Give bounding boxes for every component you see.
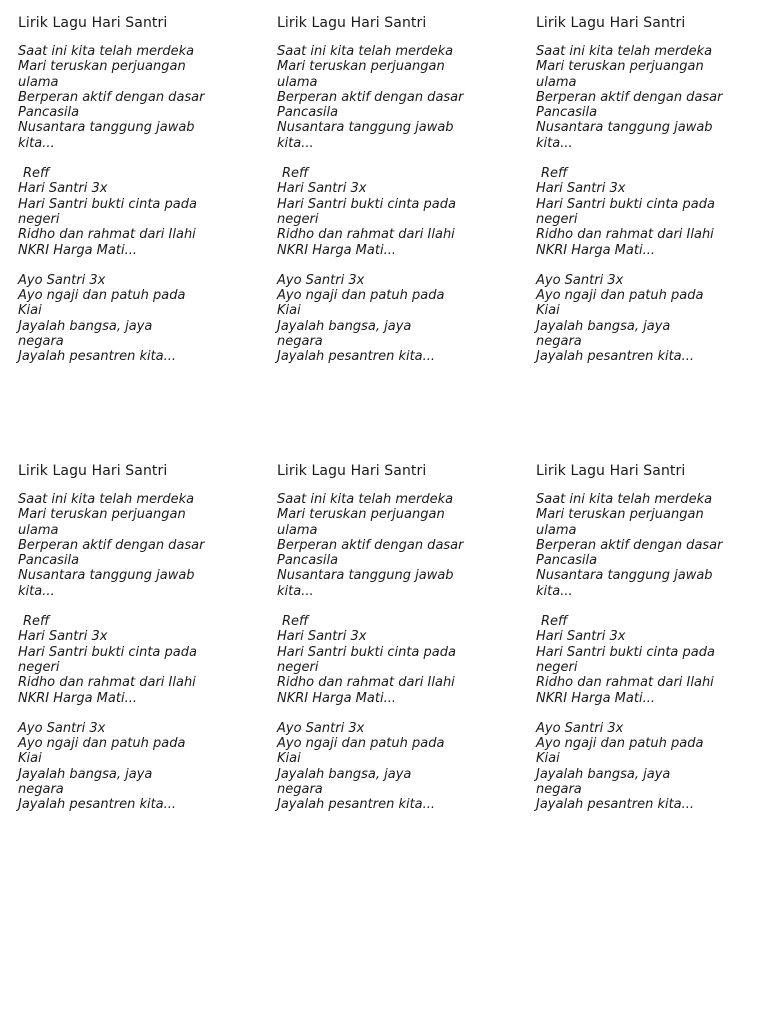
lyrics-card	[536, 15, 768, 365]
lyric-line: Mari teruskan perjuangan	[18, 507, 186, 523]
lyric-line: Ayo Santri 3x	[18, 272, 106, 288]
lyric-line: Hari Santri bukti cinta pada	[536, 644, 715, 660]
lyric-line: Ayo ngaji dan patuh pada	[536, 288, 704, 304]
lyric-line: Jayalah bangsa, jaya	[536, 766, 671, 782]
reff-label: Reff	[23, 614, 50, 630]
lyric-line: Jayalah bangsa, jaya	[536, 318, 671, 334]
verse-1	[18, 492, 254, 599]
lyric-line: kita...	[536, 135, 573, 151]
lyric-line: ulama	[18, 522, 59, 538]
lyric-line: Berperan aktif dengan dasar	[277, 537, 464, 553]
lyric-line: Jayalah bangsa, jaya	[277, 318, 412, 334]
lyric-line: Ayo Santri 3x	[536, 720, 624, 736]
lyric-line: Hari Santri 3x	[536, 181, 626, 197]
lyric-line: Mari teruskan perjuangan	[536, 59, 704, 75]
lyric-line: Hari Santri bukti cinta pada	[277, 644, 456, 660]
lyric-line: NKRI Harga Mati...	[18, 690, 137, 706]
lyric-line: kita...	[18, 583, 55, 599]
lyric-line: kita...	[277, 135, 314, 151]
lyrics-card	[18, 15, 254, 365]
lyric-line: Jayalah pesantren kita...	[536, 349, 695, 365]
verse-2	[18, 721, 254, 813]
lyric-line: negara	[18, 334, 64, 350]
verse-2	[277, 273, 513, 365]
lyric-line: Kiai	[536, 751, 560, 767]
card-title: Lirik Lagu Hari Santri	[277, 15, 427, 31]
lyric-line: Ayo ngaji dan patuh pada	[277, 736, 445, 752]
lyric-line: Ayo ngaji dan patuh pada	[18, 736, 186, 752]
chorus	[536, 614, 768, 706]
lyric-line: kita...	[277, 583, 314, 599]
chorus	[277, 166, 513, 258]
card-title: Lirik Lagu Hari Santri	[277, 463, 427, 479]
lyric-line: Saat ini kita telah merdeka	[277, 492, 454, 507]
lyric-line: Jayalah bangsa, jaya	[277, 766, 412, 782]
lyric-line: negeri	[18, 659, 60, 675]
lyric-line: Berperan aktif dengan dasar	[536, 89, 723, 105]
chorus	[18, 614, 254, 706]
lyric-line: ulama	[277, 74, 318, 90]
lyric-line: Nusantara tanggung jawab	[277, 568, 454, 584]
card-title: Lirik Lagu Hari Santri	[536, 15, 686, 31]
lyric-line: Kiai	[536, 303, 560, 319]
lyric-line: negara	[536, 782, 582, 798]
lyric-line: Ayo Santri 3x	[277, 720, 365, 736]
lyric-line: NKRI Harga Mati...	[277, 242, 396, 258]
verse-1	[18, 44, 254, 151]
lyric-line: Jayalah pesantren kita...	[536, 797, 695, 813]
verse-2	[277, 721, 513, 813]
lyrics-card	[536, 463, 768, 813]
lyric-line: NKRI Harga Mati...	[536, 690, 655, 706]
lyric-line: Mari teruskan perjuangan	[277, 59, 445, 75]
lyric-line: Ayo Santri 3x	[18, 720, 106, 736]
lyric-line: Pancasila	[536, 553, 598, 569]
lyric-line: Hari Santri bukti cinta pada	[277, 196, 456, 212]
lyric-line: ulama	[536, 522, 577, 538]
verse-1	[536, 44, 768, 151]
lyric-line: Hari Santri 3x	[277, 181, 367, 197]
lyric-line: Jayalah bangsa, jaya	[18, 318, 153, 334]
lyric-line: Hari Santri bukti cinta pada	[536, 196, 715, 212]
lyric-line: negeri	[18, 211, 60, 227]
lyric-line: Jayalah pesantren kita...	[277, 349, 436, 365]
lyric-line: negeri	[536, 659, 578, 675]
reff-label: Reff	[541, 166, 568, 182]
lyric-line: Hari Santri bukti cinta pada	[18, 644, 197, 660]
lyric-line: Pancasila	[536, 105, 598, 121]
lyric-line: NKRI Harga Mati...	[536, 242, 655, 258]
verse-2	[536, 721, 768, 813]
lyric-line: Saat ini kita telah merdeka	[277, 44, 454, 59]
lyric-line: negeri	[277, 659, 319, 675]
lyric-line: Ayo Santri 3x	[277, 272, 365, 288]
card-title: Lirik Lagu Hari Santri	[18, 463, 168, 479]
reff-label: Reff	[541, 614, 568, 630]
lyric-line: Ridho dan rahmat dari Ilahi	[18, 675, 196, 691]
lyric-line: Nusantara tanggung jawab	[18, 120, 195, 136]
lyric-line: ulama	[536, 74, 577, 90]
verse-1	[277, 44, 513, 151]
lyric-line: negeri	[536, 211, 578, 227]
lyric-line: Pancasila	[277, 105, 339, 121]
chorus	[18, 166, 254, 258]
lyric-line: Hari Santri bukti cinta pada	[18, 196, 197, 212]
lyric-line: Berperan aktif dengan dasar	[18, 89, 205, 105]
lyric-line: negara	[277, 782, 323, 798]
lyrics-card	[277, 463, 513, 813]
lyric-line: kita...	[536, 583, 573, 599]
chorus	[536, 166, 768, 258]
lyric-line: Ayo Santri 3x	[536, 272, 624, 288]
verse-1	[277, 492, 513, 599]
lyric-line: negara	[277, 334, 323, 350]
lyric-line: negara	[18, 782, 64, 798]
verse-2	[536, 273, 768, 365]
lyric-line: Hari Santri 3x	[536, 629, 626, 645]
lyric-line: Kiai	[18, 751, 42, 767]
lyric-line: Pancasila	[18, 105, 80, 121]
card-title: Lirik Lagu Hari Santri	[18, 15, 168, 31]
lyric-line: Ridho dan rahmat dari Ilahi	[536, 675, 714, 691]
reff-label: Reff	[23, 166, 50, 182]
lyric-line: Nusantara tanggung jawab	[18, 568, 195, 584]
lyric-line: Ridho dan rahmat dari Ilahi	[277, 227, 455, 243]
lyrics-card	[18, 463, 254, 813]
lyric-line: Saat ini kita telah merdeka	[536, 492, 713, 507]
lyric-line: Berperan aktif dengan dasar	[536, 537, 723, 553]
lyric-line: Ayo ngaji dan patuh pada	[536, 736, 704, 752]
lyric-line: Berperan aktif dengan dasar	[277, 89, 464, 105]
lyric-line: ulama	[277, 522, 318, 538]
lyric-line: Jayalah pesantren kita...	[277, 797, 436, 813]
lyric-line: Ridho dan rahmat dari Ilahi	[536, 227, 714, 243]
reff-label: Reff	[282, 166, 309, 182]
lyric-line: kita...	[18, 135, 55, 151]
lyric-line: NKRI Harga Mati...	[277, 690, 396, 706]
lyric-line: Nusantara tanggung jawab	[536, 568, 713, 584]
lyric-line: Berperan aktif dengan dasar	[18, 537, 205, 553]
lyric-line: Saat ini kita telah merdeka	[18, 44, 195, 59]
lyric-line: Ayo ngaji dan patuh pada	[277, 288, 445, 304]
lyric-line: Ayo ngaji dan patuh pada	[18, 288, 186, 304]
lyric-line: Kiai	[18, 303, 42, 319]
lyric-line: Jayalah pesantren kita...	[18, 797, 177, 813]
lyric-line: NKRI Harga Mati...	[18, 242, 137, 258]
lyric-line: Nusantara tanggung jawab	[536, 120, 713, 136]
lyric-line: Mari teruskan perjuangan	[536, 507, 704, 523]
verse-2	[18, 273, 254, 365]
lyric-line: Jayalah pesantren kita...	[18, 349, 177, 365]
lyric-line: Saat ini kita telah merdeka	[18, 492, 195, 507]
lyric-line: Pancasila	[18, 553, 80, 569]
lyric-line: Ridho dan rahmat dari Ilahi	[18, 227, 196, 243]
lyric-line: Kiai	[277, 751, 301, 767]
lyric-line: Nusantara tanggung jawab	[277, 120, 454, 136]
lyric-line: Ridho dan rahmat dari Ilahi	[277, 675, 455, 691]
lyric-line: negara	[536, 334, 582, 350]
lyric-line: Kiai	[277, 303, 301, 319]
lyric-line: Jayalah bangsa, jaya	[18, 766, 153, 782]
lyric-line: negeri	[277, 211, 319, 227]
verse-1	[536, 492, 768, 599]
lyric-line: Hari Santri 3x	[18, 629, 108, 645]
lyric-line: Hari Santri 3x	[277, 629, 367, 645]
chorus	[277, 614, 513, 706]
lyrics-card	[277, 15, 513, 365]
lyric-line: ulama	[18, 74, 59, 90]
lyric-line: Mari teruskan perjuangan	[18, 59, 186, 75]
lyric-line: Hari Santri 3x	[18, 181, 108, 197]
reff-label: Reff	[282, 614, 309, 630]
lyric-line: Pancasila	[277, 553, 339, 569]
lyric-line: Saat ini kita telah merdeka	[536, 44, 713, 59]
card-title: Lirik Lagu Hari Santri	[536, 463, 686, 479]
lyric-line: Mari teruskan perjuangan	[277, 507, 445, 523]
